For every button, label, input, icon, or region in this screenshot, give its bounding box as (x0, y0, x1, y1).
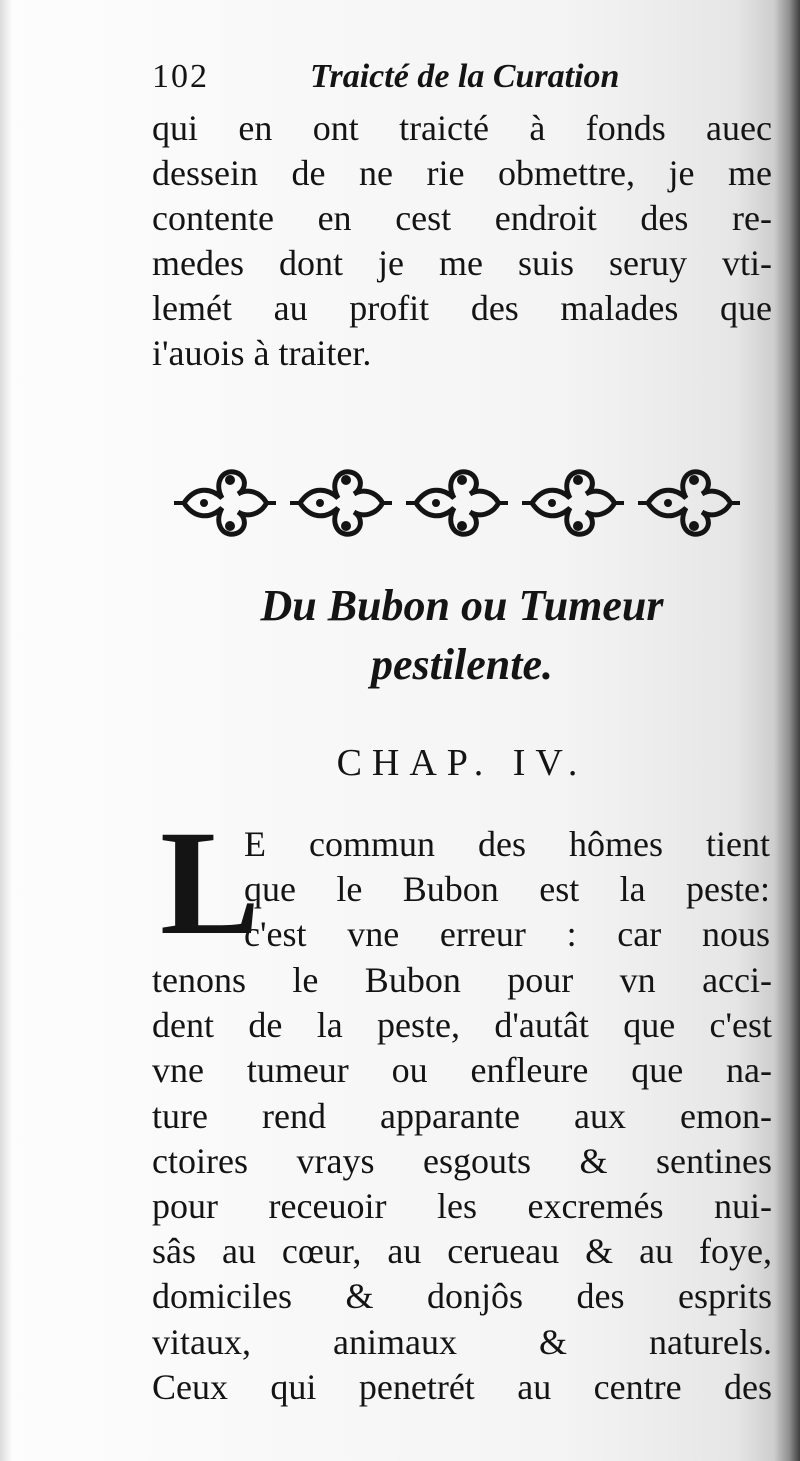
running-title: Traicté de la Curation (310, 58, 620, 95)
text-line: dessein de ne rie obmettre, je me (152, 153, 772, 193)
fleuron-ornament-icon (172, 458, 752, 548)
text-line: medes dont je me suis seruy vti- (152, 243, 772, 283)
text-line: que le Bubon est la peste: (244, 869, 770, 909)
chapter-number: CHAP. IV. (336, 742, 588, 784)
drop-cap: L (160, 800, 261, 966)
text-line: domiciles & donjôs des esprits (152, 1276, 772, 1317)
chapter-title-line: pestilente. (370, 640, 554, 689)
page-left-edge-shadow (0, 0, 12, 1461)
text-line: vitaux, animaux & naturels. (152, 1321, 772, 1362)
text-line: c'est vne erreur : car nous (244, 914, 770, 954)
paragraph-opening-lines (244, 822, 770, 957)
text-line: vne tumeur ou enfleure que na- (152, 1050, 772, 1091)
chapter-title-line: Du Bubon ou Tumeur (260, 581, 664, 630)
text-line: qui en ont traicté à fonds auec (152, 108, 772, 148)
text-line: dent de la peste, d'autât que c'est (152, 1005, 772, 1046)
page-number: 102 (152, 58, 209, 95)
text-line: Ceux qui penetrét au centre des (152, 1366, 772, 1407)
text-line: lemét au profit des malades que (152, 288, 772, 328)
book-spine-shadow (774, 0, 800, 1461)
text-line: ture rend apparante aux emon- (152, 1095, 772, 1136)
text-line: tenons le Bubon pour vn acci- (152, 960, 772, 1000)
text-line: contente en cest endroit des re- (152, 198, 772, 238)
text-line: E commun des hômes tient (244, 824, 770, 864)
text-line: i'auois à traiter. (152, 333, 372, 373)
paragraph-continuation (152, 106, 772, 376)
paragraph-body (152, 958, 772, 1410)
text-line: pour receuoir les excremés nui- (152, 1185, 772, 1226)
text-line: ctoires vrays esgouts & sentines (152, 1140, 772, 1181)
text-line: sâs au cœur, au cerueau & au foye, (152, 1231, 772, 1272)
chapter-title (152, 578, 772, 696)
running-head (152, 58, 772, 104)
